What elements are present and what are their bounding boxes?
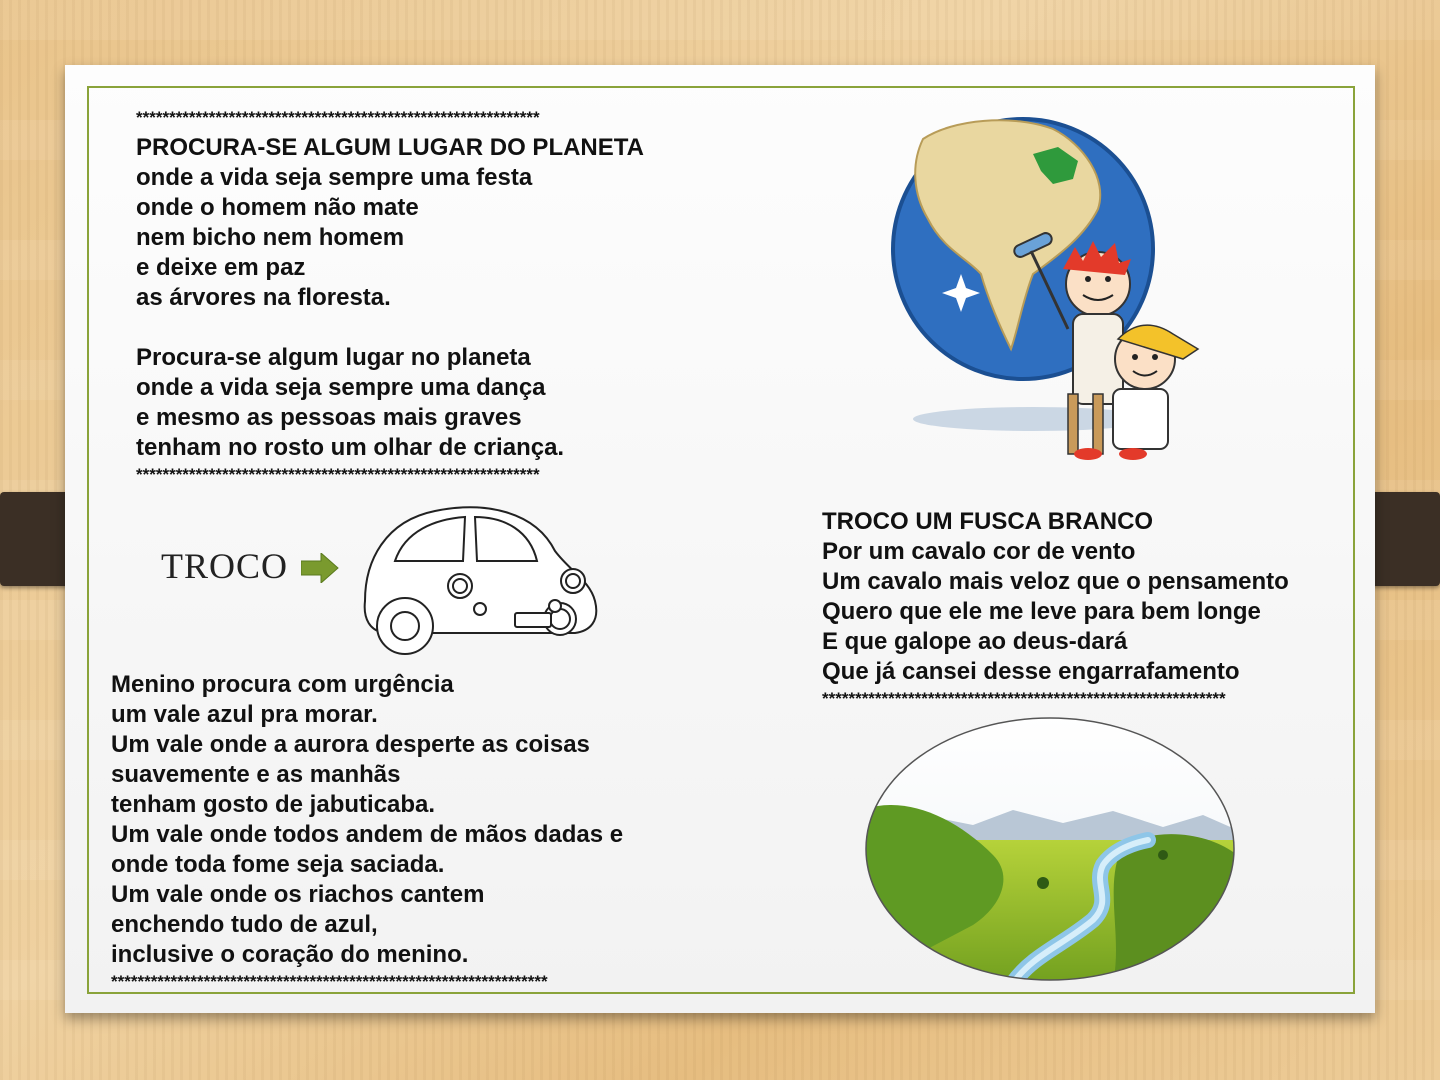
poem2-title: TROCO UM FUSCA BRANCO xyxy=(822,508,1154,535)
poem2-line: Que já cansei desse engarrafamento xyxy=(822,658,1240,685)
poem1-title: PROCURA-SE ALGUM LUGAR DO PLANETA xyxy=(136,134,644,161)
poem3-line: Um vale onde os riachos cantem xyxy=(111,881,485,908)
poem1-line: e deixe em paz xyxy=(136,254,306,281)
poem1-stars-bottom: ************************************************************* xyxy=(136,465,540,484)
poem3-line: onde toda fome seja saciada. xyxy=(111,851,445,878)
poem1-line: tenham no rosto um olhar de criança. xyxy=(136,434,565,461)
poem1-line: as árvores na floresta. xyxy=(136,284,391,311)
poem2-line: Um cavalo mais veloz que o pensamento xyxy=(822,568,1289,595)
globe-kids-illustration xyxy=(883,99,1213,469)
poem2-line: Por um cavalo cor de vento xyxy=(822,538,1136,565)
poem3-line: Um vale onde a aurora desperte as coisas xyxy=(111,731,590,758)
beetle-car-illustration xyxy=(355,501,605,671)
valley-river-illustration xyxy=(863,715,1237,983)
poem3-stars: ****************************************************************** xyxy=(111,972,548,991)
arrow-right-icon xyxy=(301,553,339,583)
poem3-line: tenham gosto de jabuticaba. xyxy=(111,791,436,818)
poem1-line: onde a vida seja sempre uma festa xyxy=(136,164,533,191)
poem2-stars: ************************************************************* xyxy=(822,689,1226,708)
poem3-line: Um vale onde todos andem de mãos dadas e xyxy=(111,821,624,848)
poem1-line: e mesmo as pessoas mais graves xyxy=(136,404,522,431)
poem3-line: Menino procura com urgência xyxy=(111,671,454,698)
troco-label: TROCO xyxy=(161,546,289,586)
poem1-line: nem bicho nem homem xyxy=(136,224,405,251)
poem3-line: um vale azul pra morar. xyxy=(111,701,378,728)
poem1-line: onde a vida seja sempre uma dança xyxy=(136,374,546,401)
poem2-line: Quero que ele me leve para bem longe xyxy=(822,598,1261,625)
poem3-line: inclusive o coração do menino. xyxy=(111,941,469,968)
poem2-line: E que galope ao deus-dará xyxy=(822,628,1128,655)
poem3-line: suavemente e as manhãs xyxy=(111,761,401,788)
poem1-line: Procura-se algum lugar no planeta xyxy=(136,344,531,371)
poem3-line: enchendo tudo de azul, xyxy=(111,911,378,938)
poem1-stars-top: ************************************************************* xyxy=(136,108,540,127)
slide-card xyxy=(65,65,1375,1013)
poem1-line: onde o homem não mate xyxy=(136,194,419,221)
